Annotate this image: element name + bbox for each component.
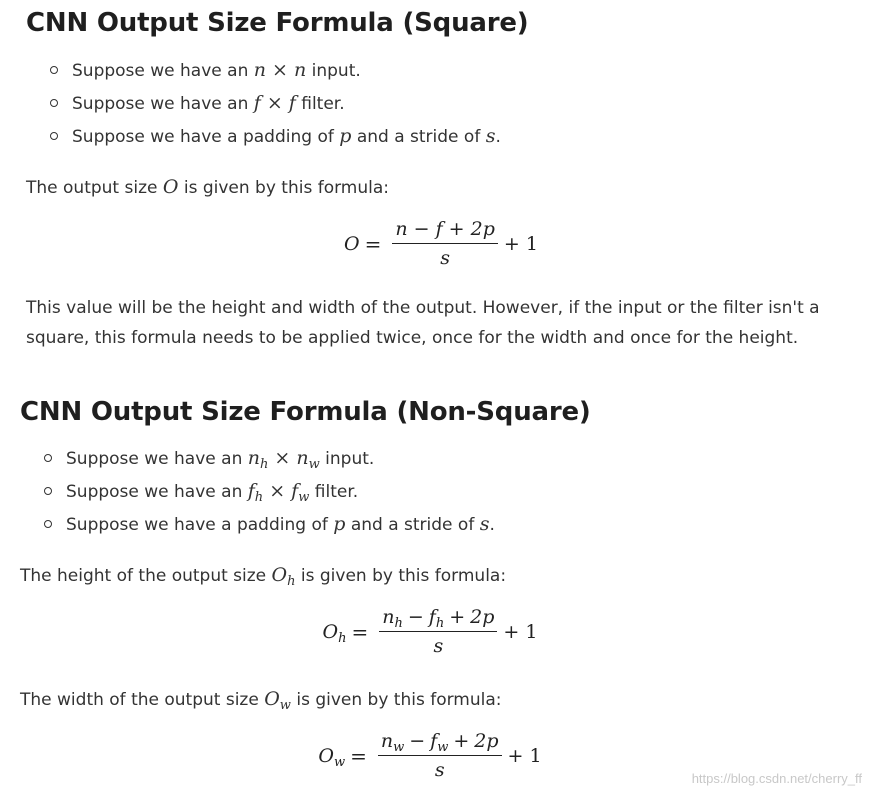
list-item: Suppose we have a padding of p and a stride of s. [50, 122, 501, 155]
height-output-formula: $O_h$ = $\frac{n_h - f_h + 2p}{s}$ + 1 [322, 606, 538, 657]
watermark: https://blog.csdn.net/cherry_ff [691, 771, 862, 786]
list-item: Suppose we have a padding of p and a stride of s. [44, 510, 495, 543]
width-formula-intro: The width of the output size $O_w$ is given by this formula: [20, 688, 502, 713]
list-item: Suppose we have an $f_h \times f_w$ filter. [44, 477, 495, 510]
output-size-formula: O = $\frac{n - f + 2p}{s}$ + 1 [344, 218, 538, 269]
section-title: CNN Output Size Formula (Square) [26, 8, 529, 38]
width-output-formula: $O_w$ = $\frac{n_w - f_w + 2p}{s}$ + 1 [318, 730, 542, 781]
assumption-list [44, 444, 495, 543]
list-item: Suppose we have an n × n input. [50, 56, 501, 89]
formula-intro: The output size O is given by this formula: [26, 176, 390, 198]
explanation-paragraph: This value will be the height and width of the output. However, if the input or the filter isn't a square, this formula needs to be applied twice, once for the width and once for the height. [26, 298, 820, 348]
height-formula-intro: The height of the output size $O_h$ is given by this formula: [20, 564, 507, 589]
list-item: Suppose we have an $n_h \times n_w$ input. [44, 444, 495, 477]
list-item: Suppose we have an f × f filter. [50, 89, 501, 122]
section-title: CNN Output Size Formula (Non-Square) [20, 397, 591, 427]
assumption-list [50, 56, 501, 155]
